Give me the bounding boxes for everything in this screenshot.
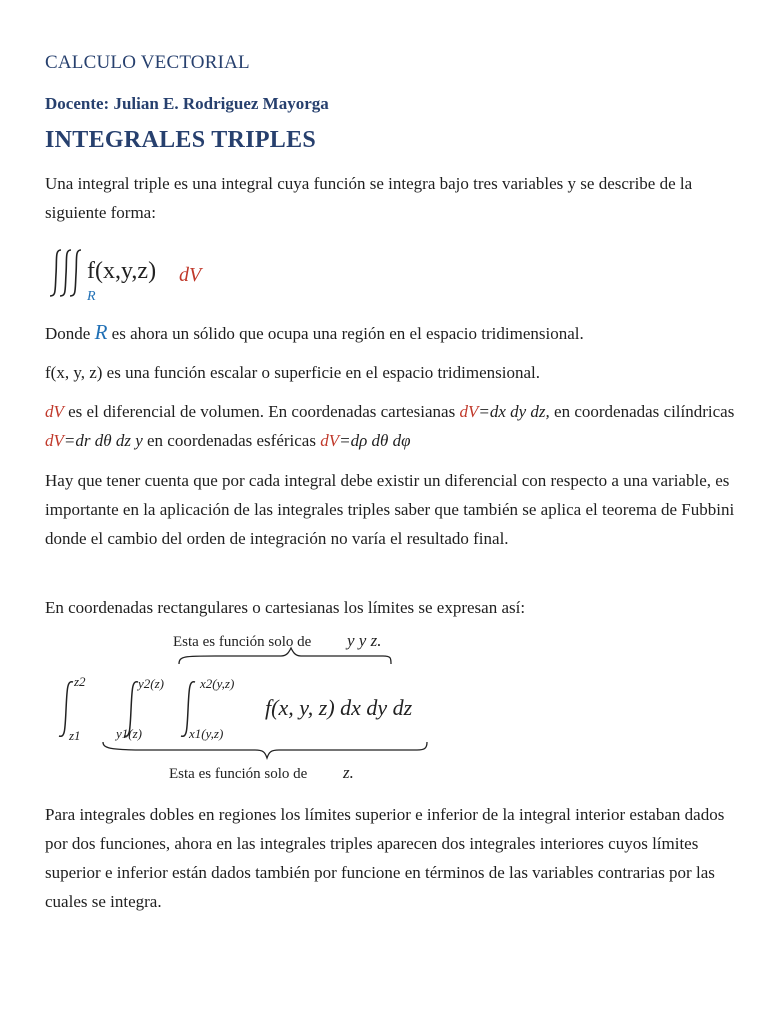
teacher-line: Docente: Julian E. Rodriguez Mayorga	[45, 94, 329, 113]
bottom-brace	[103, 742, 427, 758]
y-lower-limit: y1(z)	[116, 726, 142, 741]
section-heading: INTEGRALES TRIPLES	[45, 127, 317, 153]
bottom-brace-var: z.	[343, 763, 354, 782]
course-title: CALCULO VECTORIAL	[45, 52, 250, 73]
dv-symbol: dV	[179, 264, 202, 286]
triple-integral-svg	[45, 244, 225, 306]
y-upper-limit: y2(z)	[138, 676, 164, 691]
iterated-integral-formula	[45, 624, 475, 789]
paragraph-fubini: Hay que tener cuenta que por cada integral debe existir un diferencial con respecto a una variable, es importante en la aplicación de las integrales triples saber que también se aplica el teorema de Fubbini donde el cambio del orden de integración no varía el resultado final.	[45, 471, 735, 548]
top-brace	[179, 648, 391, 664]
paragraph-rectangulares: En coordenadas rectangulares o cartesianas los límites se expresan así:	[45, 598, 526, 617]
top-brace-note: Esta es función solo de	[173, 634, 312, 650]
paragraph-donde: Donde R es ahora un sólido que ocupa una región en el espacio tridimensional.	[45, 320, 584, 344]
iterated-integral-svg	[45, 624, 475, 784]
paragraph-dobles: Para integrales dobles en regiones los límites superior e inferior de la integral interior estaban dados por dos funciones, ahora en las integrales triples aparecen dos integrales interiores cuyos límites superior e inferior están dados también por funcione en términos de las variables contrarias por las cuales se integra.	[45, 805, 725, 911]
z-upper-limit: z2	[74, 674, 86, 689]
iterated-integrand: f(x, y, z) dx dy dz	[265, 695, 413, 720]
triple-integral-formula	[45, 244, 225, 311]
paragraph-funcion: f(x, y, z) es una función escalar o superficie en el espacio tridimensional.	[45, 363, 541, 382]
x-upper-limit: x2(y,z)	[200, 676, 235, 691]
integral-signs	[50, 250, 81, 296]
top-brace-vars: y y z.	[347, 631, 382, 650]
z-lower-limit: z1	[69, 728, 81, 743]
x-lower-limit: x1(y,z)	[189, 726, 224, 741]
intro-paragraph: Una integral triple es una integral cuya función se integra bajo tres variables y se describe de la siguiente forma:	[45, 174, 693, 222]
region-symbol: R	[87, 289, 96, 304]
integrand-text: f(x,y,z)	[87, 258, 157, 284]
region-r-symbol: R	[94, 320, 108, 344]
paragraph-dv: dV es el diferencial de volumen. En coordenadas cartesianas dV=dx dy dz, en coordenadas cilíndricas dV=dr dθ dz y en coordenadas esféricas dV=dρ dθ dφ	[45, 402, 735, 450]
bottom-brace-note: Esta es función solo de	[169, 766, 308, 782]
